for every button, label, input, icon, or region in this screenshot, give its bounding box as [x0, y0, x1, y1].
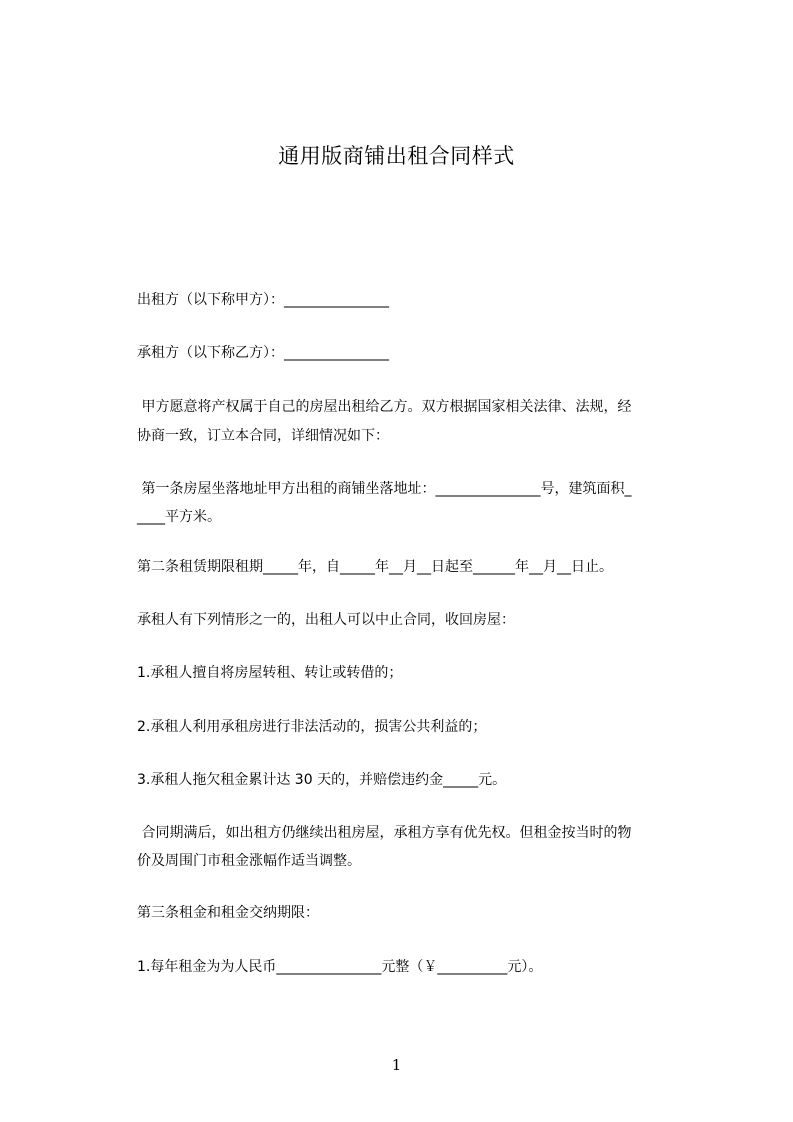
lessee-line: 承租方（以下称乙方）：_______________	[137, 345, 389, 361]
article-2-line: 第二条租赁期限租期_____年，自_____年__月__日起至______年__月__日止。	[137, 559, 613, 575]
intro-paragraph-line-1: 甲方愿意将产权属于自己的房屋出租给乙方。双方根据国家相关法律、法规，经	[137, 399, 632, 415]
termination-item-2: 2.承租人利用承租房进行非法活动的，损害公共利益的；	[137, 719, 487, 735]
intro-paragraph-line-2: 协商一致，订立本合同，详细情况如下：	[137, 428, 389, 444]
article-1-line-2: ____平方米。	[137, 509, 221, 525]
page-title: 通用版商铺出租合同样式	[278, 144, 515, 168]
page-number: 1	[391, 1056, 402, 1074]
lessor-line: 出租方（以下称甲方）：_______________	[137, 292, 389, 308]
termination-item-1: 1.承租人擅自将房屋转租、转让或转借的；	[137, 665, 403, 681]
article-3-heading: 第三条租金和租金交纳期限：	[137, 905, 319, 921]
article-1-line-1: 第一条房屋坐落地址甲方出租的商铺坐落地址：_______________号，建筑面积_	[137, 481, 632, 497]
renewal-paragraph-line-1: 合同期满后，如出租方仍继续出租房屋，承租方享有优先权。但租金按当时的物	[137, 825, 632, 841]
termination-intro: 承租人有下列情形之一的，出租人可以中止合同，收回房屋：	[137, 612, 515, 628]
renewal-paragraph-line-2: 价及周围门市租金涨幅作适当调整。	[137, 853, 361, 869]
termination-item-3: 3.承租人拖欠租金累计达 30 天的，并赔偿违约金_____元。	[137, 772, 507, 788]
rent-item-1: 1.每年租金为为人民币_______________元整（￥__________元）。	[137, 959, 543, 975]
